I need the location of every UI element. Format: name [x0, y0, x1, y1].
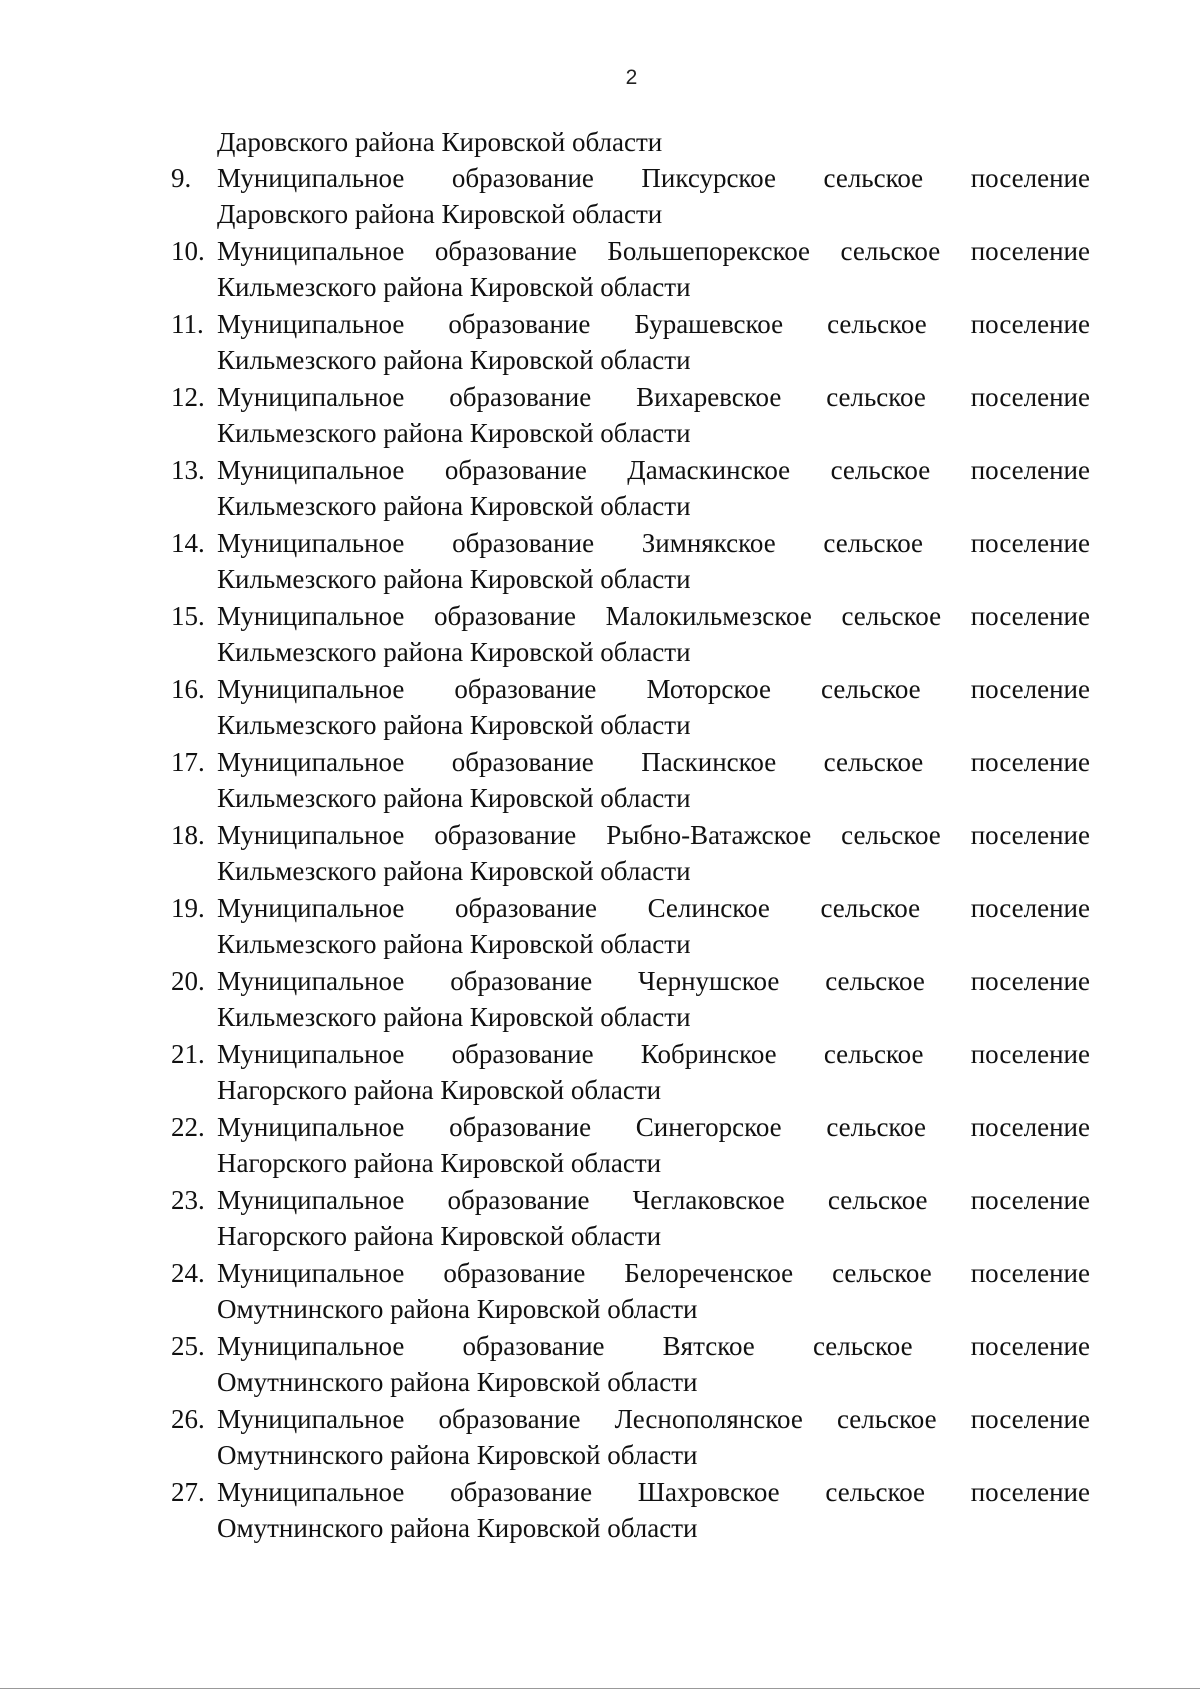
item-word: образование: [448, 309, 591, 339]
item-word: поселение: [970, 747, 1090, 777]
item-word: поселение: [970, 1039, 1090, 1069]
item-word: поселение: [970, 163, 1090, 193]
item-word: Муниципальное: [217, 309, 405, 339]
item-word: образование: [434, 236, 577, 266]
item-district-line: Кильмезского района Кировской области: [217, 491, 691, 521]
item-word: Муниципальное: [217, 747, 405, 777]
item-word: Муниципальное: [217, 455, 405, 485]
item-word: Муниципальное: [217, 1185, 405, 1215]
item-word: Муниципальное: [217, 820, 405, 850]
item-title-line: [217, 525, 1090, 561]
item-word: образование: [450, 966, 593, 996]
item-word: сельское: [832, 1258, 932, 1288]
item-word: сельское: [826, 1112, 926, 1142]
item-title-line: [217, 963, 1090, 999]
item-word: Белореченское: [624, 1258, 794, 1288]
item-word: поселение: [970, 309, 1090, 339]
item-word: Муниципальное: [217, 163, 405, 193]
item-word: Чернушское: [638, 966, 780, 996]
item-word: сельское: [820, 893, 921, 923]
item-word: образование: [454, 893, 597, 923]
item-word: сельское: [827, 309, 927, 339]
item-number: 27.: [171, 1477, 205, 1507]
item-district-line: Кильмезского района Кировской области: [217, 637, 691, 667]
item-title-line: [217, 306, 1090, 342]
item-word: сельское: [823, 528, 924, 558]
continuation-line: Даровского района Кировской области: [217, 127, 663, 157]
item-word: поселение: [970, 893, 1090, 923]
item-number: 18.: [171, 820, 205, 850]
item-district-line: Омутнинского района Кировской области: [217, 1440, 698, 1470]
item-district-line: Кильмезского района Кировской области: [217, 345, 691, 375]
item-title-line: [217, 1255, 1090, 1291]
page-number: 2: [625, 66, 638, 89]
item-word: образование: [451, 747, 594, 777]
item-title-line: [217, 744, 1090, 780]
item-district-line: Кильмезского района Кировской области: [217, 929, 691, 959]
item-word: Муниципальное: [217, 966, 405, 996]
item-word: Муниципальное: [217, 1258, 405, 1288]
item-title-line: [217, 1401, 1090, 1437]
item-word: Муниципальное: [217, 1331, 405, 1361]
item-word: Рыбно-Ватажское: [606, 820, 812, 850]
item-word: сельское: [841, 820, 941, 850]
item-number: 13.: [171, 455, 205, 485]
item-word: сельское: [823, 163, 924, 193]
item-word: Муниципальное: [217, 601, 405, 631]
item-number: 22.: [171, 1112, 205, 1142]
item-word: Большепорекское: [607, 236, 811, 266]
item-word: Муниципальное: [217, 893, 405, 923]
item-word: Муниципальное: [217, 236, 405, 266]
item-word: поселение: [970, 1258, 1090, 1288]
item-word: сельское: [812, 1331, 913, 1361]
item-number: 11.: [171, 309, 204, 339]
item-title-line: [217, 598, 1090, 634]
item-word: Муниципальное: [217, 382, 405, 412]
item-word: Моторское: [646, 674, 771, 704]
item-word: Синегорское: [635, 1112, 782, 1142]
item-title-line: [217, 379, 1090, 415]
item-district-line: Кильмезского района Кировской области: [217, 710, 691, 740]
item-word: поселение: [970, 1477, 1090, 1507]
item-word: образование: [449, 382, 592, 412]
item-word: Муниципальное: [217, 674, 405, 704]
item-number: 12.: [171, 382, 205, 412]
item-district-line: Кильмезского района Кировской области: [217, 783, 691, 813]
item-word: Дамаскинское: [627, 455, 791, 485]
item-district-line: Нагорского района Кировской области: [217, 1075, 662, 1105]
item-word: Шахровское: [637, 1477, 780, 1507]
page-bottom-edge: [0, 1688, 1200, 1689]
item-word: образование: [462, 1331, 605, 1361]
item-district-line: Омутнинского района Кировской области: [217, 1513, 698, 1543]
item-district-line: Кильмезского района Кировской области: [217, 856, 691, 886]
item-word: сельское: [825, 1477, 926, 1507]
item-word: сельское: [821, 674, 921, 704]
item-number: 20.: [171, 966, 205, 996]
item-word: образование: [449, 1112, 592, 1142]
item-word: Муниципальное: [217, 1404, 405, 1434]
item-word: Муниципальное: [217, 1477, 405, 1507]
item-word: Бурашевское: [634, 309, 784, 339]
item-number: 24.: [171, 1258, 205, 1288]
item-number: 17.: [171, 747, 205, 777]
item-word: поселение: [970, 382, 1090, 412]
item-district-line: Кильмезского района Кировской области: [217, 1002, 691, 1032]
item-district-line: Кильмезского района Кировской области: [217, 272, 691, 302]
item-word: поселение: [970, 528, 1090, 558]
item-word: Паскинское: [641, 747, 777, 777]
item-word: поселение: [970, 674, 1090, 704]
item-title-line: [217, 160, 1090, 196]
item-district-line: Кильмезского района Кировской области: [217, 418, 691, 448]
item-word: Леснополянское: [614, 1404, 803, 1434]
item-word: образование: [454, 674, 597, 704]
item-word: поселение: [970, 820, 1090, 850]
item-title-line: [217, 817, 1090, 853]
item-word: сельское: [840, 236, 941, 266]
item-word: Муниципальное: [217, 1039, 405, 1069]
item-word: поселение: [970, 1185, 1090, 1215]
item-word: сельское: [823, 747, 924, 777]
item-word: сельское: [825, 966, 925, 996]
item-word: сельское: [826, 382, 926, 412]
item-word: Муниципальное: [217, 1112, 405, 1142]
item-title-line: [217, 890, 1090, 926]
item-word: образование: [452, 528, 595, 558]
item-word: образование: [434, 601, 576, 631]
item-word: поселение: [970, 966, 1090, 996]
item-word: образование: [434, 820, 577, 850]
item-word: образование: [438, 1404, 581, 1434]
item-title-line: [217, 1182, 1090, 1218]
item-district-line: Даровского района Кировской области: [217, 199, 663, 229]
item-word: образование: [443, 1258, 586, 1288]
item-word: образование: [451, 1039, 594, 1069]
item-word: Муниципальное: [217, 528, 405, 558]
item-word: поселение: [970, 1331, 1090, 1361]
item-word: Зимнякское: [641, 528, 776, 558]
item-word: сельское: [836, 1404, 937, 1434]
item-title-line: [217, 1474, 1090, 1510]
item-word: образование: [450, 1477, 593, 1507]
item-word: Малокильмезское: [605, 601, 812, 631]
item-number: 10.: [171, 236, 205, 266]
item-number: 16.: [171, 674, 205, 704]
item-district-line: Нагорского района Кировской области: [217, 1148, 662, 1178]
item-number: 15.: [171, 601, 205, 631]
item-title-line: [217, 233, 1090, 269]
item-word: Вятское: [662, 1331, 755, 1361]
item-word: поселение: [970, 1112, 1090, 1142]
item-district-line: Кильмезского района Кировской области: [217, 564, 691, 594]
item-number: 14.: [171, 528, 205, 558]
item-number: 25.: [171, 1331, 205, 1361]
item-word: поселение: [970, 236, 1090, 266]
item-word: Чеглаковское: [632, 1185, 785, 1215]
item-word: Кобринское: [640, 1039, 777, 1069]
item-title-line: [217, 452, 1090, 488]
item-title-line: [217, 1036, 1090, 1072]
item-word: сельское: [841, 601, 942, 631]
item-word: сельское: [823, 1039, 924, 1069]
item-word: образование: [447, 1185, 590, 1215]
item-word: поселение: [970, 1404, 1090, 1434]
item-word: образование: [444, 455, 587, 485]
item-word: сельское: [827, 1185, 928, 1215]
item-word: Пиксурское: [641, 163, 776, 193]
item-title-line: [217, 1109, 1090, 1145]
item-number: 21.: [171, 1039, 205, 1069]
item-word: сельское: [830, 455, 931, 485]
item-word: Селинское: [647, 893, 770, 923]
item-word: поселение: [970, 455, 1090, 485]
item-district-line: Нагорского района Кировской области: [217, 1221, 662, 1251]
item-word: Вихаревское: [636, 382, 782, 412]
item-word: поселение: [970, 601, 1090, 631]
item-word: образование: [451, 163, 594, 193]
item-number: 26.: [171, 1404, 205, 1434]
item-number: 19.: [171, 893, 205, 923]
item-district-line: Омутнинского района Кировской области: [217, 1294, 698, 1324]
item-number: 9.: [171, 163, 192, 193]
item-number: 23.: [171, 1185, 205, 1215]
item-district-line: Омутнинского района Кировской области: [217, 1367, 698, 1397]
item-title-line: [217, 1328, 1090, 1364]
item-title-line: [217, 671, 1090, 707]
